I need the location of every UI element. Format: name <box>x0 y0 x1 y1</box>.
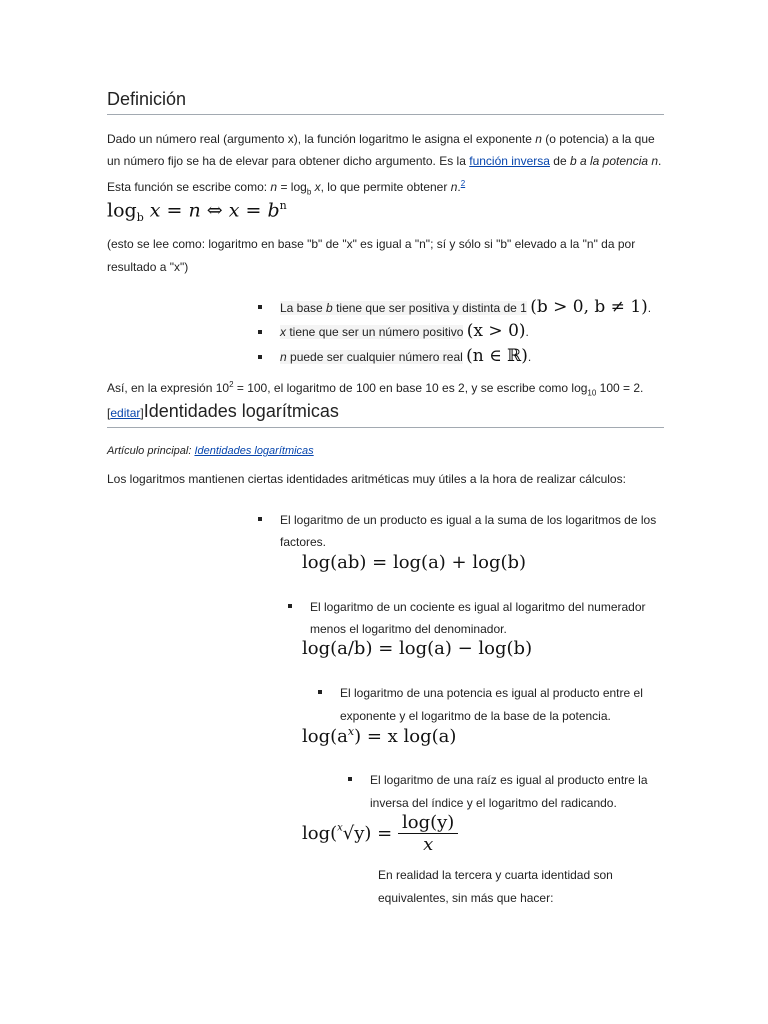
heading-rule <box>107 114 664 115</box>
bullet <box>318 690 322 694</box>
identity-4-line-2: inversa del índice y el logaritmo del radicando. <box>370 796 617 810</box>
bullet <box>258 517 262 521</box>
main-article-link[interactable]: Identidades logarítmicas <box>194 445 314 457</box>
fraction: $\frac{\log(y)}{x}$ <box>398 812 458 855</box>
edit-section-link[interactable]: editar <box>110 406 141 420</box>
reading-line-2: resultado a "x") <box>107 260 189 274</box>
identities-intro: Los logaritmos mantienen ciertas identidades aritméticas muy útiles a la hora de realizar cálculos: <box>107 472 626 486</box>
identity-2-line-1: El logaritmo de un cociente es igual al logaritmo del numerador <box>310 600 646 614</box>
definition-formula: $\log_b x = n$ ⇔ $x = b^n$ <box>107 199 287 225</box>
section-heading-identidades: [editar]Identidades logarítmicas <box>107 401 339 421</box>
identity-2-formula: log(a/b) = log(a) − log(b) <box>302 638 533 659</box>
heading-rule <box>107 427 664 428</box>
closing-line-1: En realidad la tercera y cuarta identidad son <box>378 868 613 882</box>
identity-2-line-2: menos el logaritmo del denominador. <box>310 622 507 636</box>
identity-3-formula: $\log(a^x) = x$ log(a) <box>302 725 457 747</box>
definition-line-1: Dado un número real (argumento x), la función logaritmo le asigna el exponente n (o potencia) a la que <box>107 132 655 146</box>
identity-1-line-1: El logaritmo de un producto es igual a la suma de los logaritmos de los <box>280 513 657 527</box>
condition-item-2: x tiene que ser un número positivo (x > 0). <box>280 321 529 341</box>
definition-line-3: Esta función se escribe como: $n = \log_b x$, lo que permite obtener n.$^2$ <box>107 179 466 197</box>
identity-1-formula: log(ab) = log(a) + log(b) <box>302 552 527 573</box>
identity-4-formula: log($^x$√y) = $\frac{\log(y)}{x}$ <box>302 812 458 855</box>
bullet <box>288 604 292 608</box>
bullet <box>348 777 352 781</box>
reference-link[interactable]: 2 <box>460 179 466 188</box>
funcion-inversa-link[interactable]: función inversa <box>469 154 550 168</box>
bullet <box>258 330 262 334</box>
reading-line-1: (esto se lee como: logaritmo en base "b" de "x" es igual a "n"; sí y sólo si "b" elevado a la "n" da por <box>107 237 636 251</box>
identity-1-line-2: factores. <box>280 535 327 549</box>
condition-item-3: n puede ser cualquier número real (n ∈ ℝ). <box>280 346 532 366</box>
section-heading-definicion: Definición <box>107 89 187 109</box>
definition-line-2: un número fijo se ha de elevar para obtener dicho argumento. Es la función inversa de b a la potencia n. <box>107 154 662 168</box>
bullet <box>258 305 262 309</box>
example-sentence: Así, en la expresión $10^2 = 100$, el logaritmo de 100 en base 10 es 2, y se escribe como $\log_{10} 100 = 2$. <box>107 380 644 398</box>
bullet <box>258 355 262 359</box>
condition-item-1: La base b tiene que ser positiva y distinta de 1 (b > 0, b ≠ 1). <box>280 297 652 317</box>
identity-4-line-1: El logaritmo de una raíz es igual al producto entre la <box>370 773 648 787</box>
main-article-note: Artículo principal: Identidades logarítmicas <box>107 445 314 457</box>
identity-3-line-1: El logaritmo de una potencia es igual al producto entre el <box>340 686 643 700</box>
closing-line-2: equivalentes, sin más que hacer: <box>378 891 554 905</box>
identity-3-line-2: exponente y el logaritmo de la base de la potencia. <box>340 709 611 723</box>
